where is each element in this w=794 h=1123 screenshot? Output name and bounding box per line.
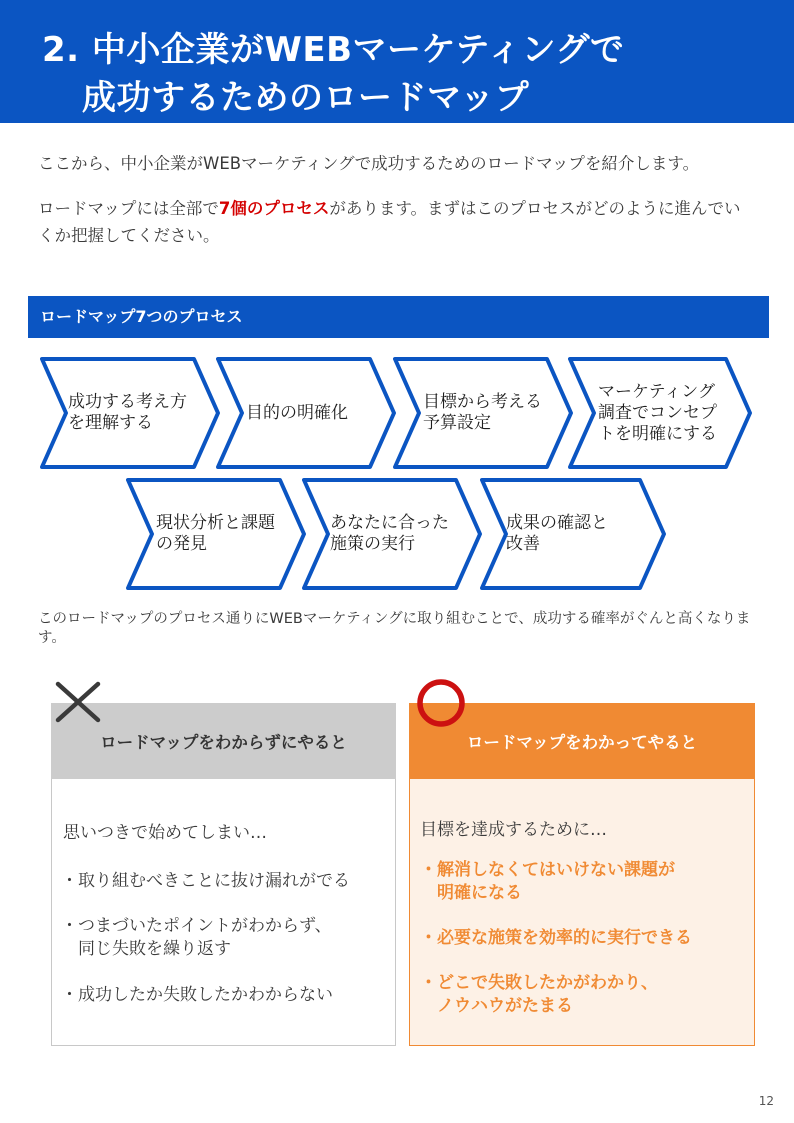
process-step-label: 現状分析と課題 の発見 bbox=[156, 513, 275, 554]
highlight-seven-processes: 7個のプロセス bbox=[218, 199, 330, 218]
comparison-bad-body bbox=[51, 779, 396, 1046]
page-title-line2: 成功するためのロードマップ bbox=[82, 78, 530, 118]
comparison-good-item-3: ・どこで失敗したかがわかり、 ノウハウがたまる bbox=[420, 973, 658, 1016]
comparison-good-heading: ロードマップをわかってやると bbox=[409, 703, 755, 779]
process-step-label: 成功する考え方 を理解する bbox=[68, 392, 187, 433]
process-step-2 bbox=[216, 357, 396, 469]
page-title-line1: 2. 中小企業がWEBマーケティングで bbox=[42, 30, 625, 70]
comparison-good-item-1: ・解消しなくてはいけない課題が 明確になる bbox=[420, 860, 675, 903]
page-number: 12 bbox=[758, 1094, 774, 1108]
process-step-4 bbox=[568, 357, 752, 469]
comparison-good-lead: 目標を達成するために… bbox=[420, 820, 607, 840]
comparison-bad-item-2: ・つまづいたポイントがわからず、 同じ失敗を繰り返す bbox=[61, 916, 332, 959]
comparison-bad-heading: ロードマップをわからずにやると bbox=[51, 703, 396, 779]
comparison-good-card bbox=[409, 703, 755, 1046]
process-step-5 bbox=[126, 478, 306, 590]
process-step-label: あなたに合った 施策の実行 bbox=[330, 513, 449, 554]
comparison-bad-card bbox=[51, 703, 396, 1046]
intro-paragraph-1: ここから、中小企業がWEBマーケティングで成功するためのロードマップを紹介します。 bbox=[38, 154, 700, 173]
cross-mark-icon bbox=[55, 681, 101, 723]
process-step-label: 成果の確認と 改善 bbox=[506, 513, 608, 554]
process-heading: ロードマップ7つのプロセス bbox=[28, 296, 769, 338]
process-step-label: マーケティング 調査でコンセプ トを明確にする bbox=[598, 381, 717, 444]
intro-text: ロードマップには全部で bbox=[38, 199, 219, 218]
page-header bbox=[0, 0, 794, 123]
comparison-bad-lead: 思いつきで始めてしまい… bbox=[63, 823, 267, 843]
process-step-label: 目的の明確化 bbox=[246, 402, 348, 423]
intro-text: があります。まずはこのプロセスがどのように進んでいくか把握してください。 bbox=[38, 199, 741, 245]
comparison-good-item-2: ・必要な施策を効率的に実行できる bbox=[420, 928, 692, 948]
process-step-1 bbox=[40, 357, 220, 469]
comparison-good-body bbox=[409, 779, 755, 1046]
process-step-label: 目標から考える 予算設定 bbox=[423, 392, 542, 433]
process-summary: このロードマップのプロセス通りにWEBマーケティングに取り組むことで、成功する確率がぐんと高くなります。 bbox=[38, 611, 751, 646]
process-step-3 bbox=[393, 357, 573, 469]
circle-mark-icon bbox=[413, 677, 469, 729]
process-step-6 bbox=[302, 478, 482, 590]
comparison-bad-item-3: ・成功したか失敗したかわからない bbox=[61, 985, 333, 1005]
comparison-bad-item-1: ・取り組むべきことに抜け漏れがでる bbox=[61, 871, 350, 891]
intro-paragraph-2 bbox=[38, 195, 754, 249]
process-step-7 bbox=[480, 478, 666, 590]
